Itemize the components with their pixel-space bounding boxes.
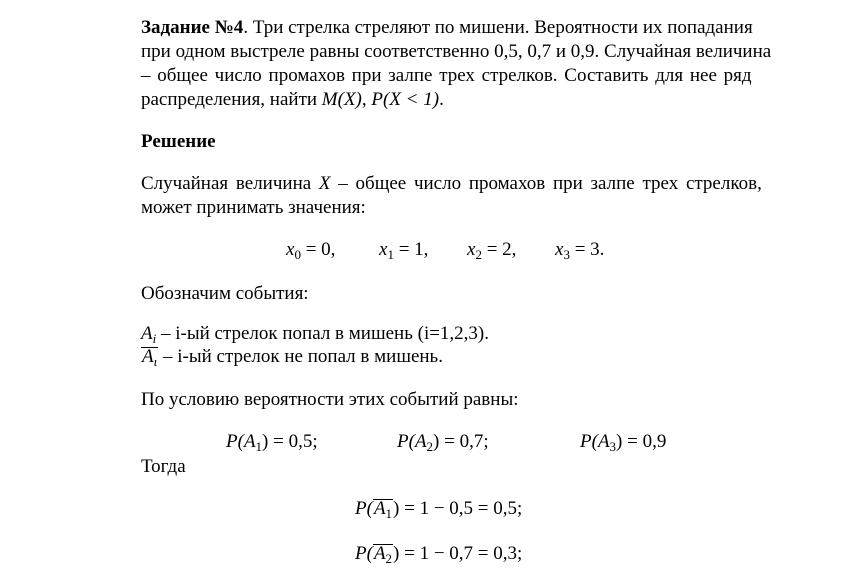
value-rest: = 3. [569, 239, 605, 260]
value-rest: = 1, [393, 239, 429, 260]
task-label: Задание №4 [141, 17, 244, 38]
complement-sub: 2 [385, 551, 393, 566]
value-sub: 3 [563, 247, 570, 262]
task-line-3: – общее число промахов при залпе трех стрелков. Составить для нее ряд [141, 65, 752, 86]
event-miss [141, 345, 443, 369]
event-sub: ι [153, 354, 158, 369]
event-sub: i [152, 331, 157, 346]
events-intro: Обозначим события: [141, 283, 309, 304]
complement-rest: ) = 1 − 0,5 = 0,5; [393, 498, 523, 519]
complement-bar [373, 497, 393, 521]
value-x0 [286, 238, 335, 262]
event-hit [141, 322, 489, 346]
intro-line-1 [141, 172, 762, 196]
complement-var: A [373, 543, 386, 564]
value-sub: 2 [475, 247, 482, 262]
prob-a1 [226, 430, 318, 454]
prob-sub: 3 [609, 439, 617, 454]
prob-p: P( [397, 431, 415, 452]
value-var: x [379, 239, 388, 260]
complement-p: P( [355, 543, 373, 564]
then-text: Тогда [141, 456, 186, 477]
event-var: A [141, 323, 153, 344]
intro-text-a: Случайная величина [141, 173, 319, 194]
prob-p: P( [580, 431, 598, 452]
complement-sub: 1 [385, 506, 393, 521]
complement-a2 [355, 542, 522, 566]
prob-rest: ) = 0,9 [616, 431, 667, 452]
complement-rest: ) = 1 − 0,7 = 0,3; [393, 543, 523, 564]
task-line-2: при одном выстреле равны соответственно 0,5, 0,7 и 0,9. Случайная величина [141, 41, 772, 62]
task-text-1: . Три стрелка стреляют по мишени. Вероятности их попадания [243, 17, 753, 38]
complement-var: A [373, 498, 386, 519]
solution-heading: Решение [141, 131, 216, 152]
event-var: A [142, 346, 154, 367]
value-rest: = 0, [300, 239, 336, 260]
value-sub: 1 [387, 247, 394, 262]
prob-var: A [243, 431, 256, 452]
prob-p: P( [226, 431, 244, 452]
task-line-1 [141, 16, 763, 40]
intro-text-b: – общее число промахов при залпе трех стрелков, [330, 173, 762, 194]
value-var: x [286, 239, 295, 260]
value-x3 [555, 238, 604, 262]
intro-variable: X [318, 173, 331, 194]
prob-var: A [414, 431, 427, 452]
probability-formula: P(X < 1) [371, 89, 440, 110]
event-text: – i-ый стрелок не попал в мишень. [158, 346, 443, 367]
prob-sub: 2 [426, 439, 434, 454]
event-text: – i-ый стрелок попал в мишень (i=1,2,3). [156, 323, 490, 344]
value-x1 [379, 238, 428, 262]
prob-intro: По условию вероятности этих событий равны: [141, 389, 519, 410]
value-rest: = 2, [481, 239, 517, 260]
prob-sub: 1 [255, 439, 263, 454]
prob-rest: ) = 0,7; [433, 431, 489, 452]
complement-bar [141, 345, 158, 369]
intro-line-2: может принимать значения: [141, 197, 366, 218]
prob-var: A [597, 431, 610, 452]
task-separator: , [361, 89, 372, 110]
complement-a1 [355, 497, 522, 521]
task-end: . [439, 89, 444, 110]
task-text-4: распределения, найти [141, 89, 322, 110]
value-sub: 0 [294, 247, 301, 262]
value-var: x [467, 239, 476, 260]
complement-bar [373, 542, 393, 566]
prob-a2 [397, 430, 489, 454]
prob-rest: ) = 0,5; [262, 431, 318, 452]
task-line-4 [141, 88, 444, 112]
prob-a3 [580, 430, 666, 454]
expectation-formula: M(X) [321, 89, 362, 110]
complement-p: P( [355, 498, 373, 519]
value-var: x [555, 239, 564, 260]
value-x2 [467, 238, 516, 262]
